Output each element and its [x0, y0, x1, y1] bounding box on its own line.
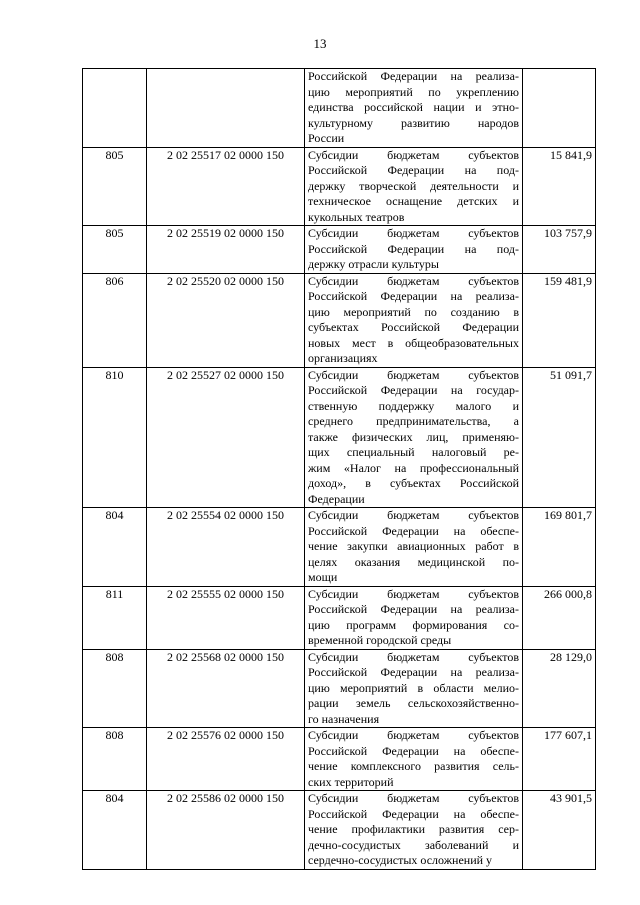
- admin-code-cell: 808: [83, 728, 147, 791]
- income-name-line: чение закупки авиационных работ в: [308, 539, 519, 553]
- income-name-line: цию мероприятий по созданию в: [308, 304, 519, 319]
- table-body: [83, 69, 596, 870]
- page-number: 13: [313, 36, 327, 51]
- income-name-line: новых мест в общеобразовательных: [308, 335, 519, 350]
- income-name-cell: [305, 273, 523, 367]
- income-name-cell: [305, 226, 523, 274]
- income-name-line: Субсидии бюджетам субъектов: [308, 508, 519, 522]
- income-name-cell: [305, 147, 523, 226]
- income-name-line: Субсидии бюджетам субъектов: [308, 226, 519, 240]
- table-row: [83, 508, 596, 587]
- table-row: [83, 273, 596, 367]
- admin-code-cell: 808: [83, 649, 147, 728]
- table-row: [83, 367, 596, 508]
- amount-cell: 266 000,8: [523, 586, 596, 649]
- budget-code-cell: 2 02 25517 02 0000 150: [147, 147, 305, 226]
- income-name-line: также физических лиц, применяю-: [308, 429, 519, 444]
- admin-code-cell: 810: [83, 367, 147, 508]
- income-name-line: чение комплексного развития сель-: [308, 759, 519, 773]
- table-row: [83, 69, 596, 148]
- table-row: [83, 791, 596, 870]
- income-name-line: Субсидии бюджетам субъектов: [308, 367, 519, 382]
- income-name-line: Федерации: [308, 491, 365, 506]
- income-name-line: культурному развитию народов: [308, 115, 519, 130]
- amount-cell: [523, 69, 596, 148]
- income-name-line: доход», в субъектах Российской: [308, 476, 519, 490]
- income-name-line: жим «Налог на профессиональный: [308, 460, 519, 475]
- income-name-line: кукольных театров: [308, 209, 405, 224]
- admin-code-cell: [83, 69, 147, 148]
- admin-code-cell: 806: [83, 273, 147, 367]
- income-name-line: Российской Федерации на обеспе-: [308, 806, 519, 821]
- income-name-cell: [305, 508, 523, 587]
- income-name-line: среднего предпринимательства, а: [308, 414, 519, 428]
- income-name-line: целях оказания медицинской по-: [308, 554, 519, 569]
- table-row: [83, 147, 596, 226]
- income-name-line: чение профилактики развития сер-: [308, 822, 519, 836]
- budget-code-cell: 2 02 25576 02 0000 150: [147, 728, 305, 791]
- income-name-line: держку отрасли культуры: [308, 257, 439, 271]
- income-name-cell: [305, 367, 523, 508]
- amount-cell: 103 757,9: [523, 226, 596, 274]
- table-row: [83, 586, 596, 649]
- income-name-line: Субсидии бюджетам субъектов: [308, 791, 519, 805]
- table-row: [83, 728, 596, 791]
- budget-code-cell: [147, 69, 305, 148]
- income-name-line: временной городской среды: [308, 633, 452, 647]
- income-name-cell: [305, 791, 523, 870]
- budget-code-cell: 2 02 25527 02 0000 150: [147, 367, 305, 508]
- admin-code-cell: 805: [83, 226, 147, 274]
- amount-cell: 177 607,1: [523, 728, 596, 791]
- income-name-line: Российской Федерации на реализа-: [308, 602, 519, 616]
- admin-code-cell: 804: [83, 508, 147, 587]
- revenue-table: [82, 68, 596, 870]
- income-name-line: цию программ формирования со-: [308, 617, 519, 632]
- amount-cell: 169 801,7: [523, 508, 596, 587]
- income-name-cell: [305, 586, 523, 649]
- income-name-line: Российской Федерации на под-: [308, 241, 519, 256]
- amount-cell: 15 841,9: [523, 147, 596, 226]
- income-name-line: цию мероприятий по укреплению: [308, 84, 519, 99]
- income-name-line: Российской Федерации на обеспе-: [308, 743, 519, 758]
- income-name-line: Российской Федерации на реализа-: [308, 69, 519, 83]
- income-name-line: Российской Федерации на реализа-: [308, 665, 519, 679]
- table-row: [83, 649, 596, 728]
- amount-cell: 159 481,9: [523, 273, 596, 367]
- income-name-line: России: [308, 131, 345, 145]
- amount-cell: 43 901,5: [523, 791, 596, 870]
- amount-cell: 51 091,7: [523, 367, 596, 508]
- income-name-cell: [305, 649, 523, 728]
- budget-code-cell: 2 02 25568 02 0000 150: [147, 649, 305, 728]
- income-name-line: Субсидии бюджетам субъектов: [308, 649, 519, 664]
- budget-code-cell: 2 02 25554 02 0000 150: [147, 508, 305, 587]
- admin-code-cell: 804: [83, 791, 147, 870]
- income-name-cell: [305, 728, 523, 791]
- income-name-line: дечно-сосудистых заболеваний и: [308, 837, 519, 852]
- income-name-line: субъектах Российской Федерации: [308, 320, 519, 334]
- admin-code-cell: 811: [83, 586, 147, 649]
- budget-code-cell: 2 02 25520 02 0000 150: [147, 273, 305, 367]
- income-name-line: Российской Федерации на государ-: [308, 383, 519, 397]
- income-name-line: Субсидии бюджетам субъектов: [308, 586, 519, 601]
- income-name-line: ских территорий: [308, 774, 394, 789]
- income-name-line: единства российской нации и этно-: [308, 100, 519, 114]
- income-name-cell: [305, 69, 523, 148]
- income-name-line: цию мероприятий в области мелио-: [308, 680, 519, 695]
- income-name-line: рации земель сельскохозяйственно-: [308, 696, 519, 710]
- income-name-line: сердечно-сосудистых осложнений у: [308, 853, 493, 867]
- income-name-line: держку творческой деятельности и: [308, 178, 519, 193]
- income-name-line: Российской Федерации на под-: [308, 163, 519, 177]
- amount-cell: 28 129,0: [523, 649, 596, 728]
- income-name-line: техническое оснащение детских и: [308, 194, 519, 208]
- budget-code-cell: 2 02 25555 02 0000 150: [147, 586, 305, 649]
- income-name-line: Субсидии бюджетам субъектов: [308, 273, 519, 288]
- income-name-line: мощи: [308, 570, 338, 584]
- income-name-line: ственную поддержку малого и: [308, 398, 519, 413]
- income-name-line: Субсидии бюджетам субъектов: [308, 728, 519, 742]
- income-name-line: Субсидии бюджетам субъектов: [308, 147, 519, 162]
- income-name-line: Российской Федерации на обеспе-: [308, 523, 519, 538]
- budget-code-cell: 2 02 25519 02 0000 150: [147, 226, 305, 274]
- income-name-line: щих специальный налоговый ре-: [308, 445, 519, 459]
- income-name-line: Российской Федерации на реализа-: [308, 289, 519, 303]
- table-row: [83, 226, 596, 274]
- budget-code-cell: 2 02 25586 02 0000 150: [147, 791, 305, 870]
- admin-code-cell: 805: [83, 147, 147, 226]
- income-name-line: го назначения: [308, 711, 380, 726]
- income-name-line: организациях: [308, 351, 378, 365]
